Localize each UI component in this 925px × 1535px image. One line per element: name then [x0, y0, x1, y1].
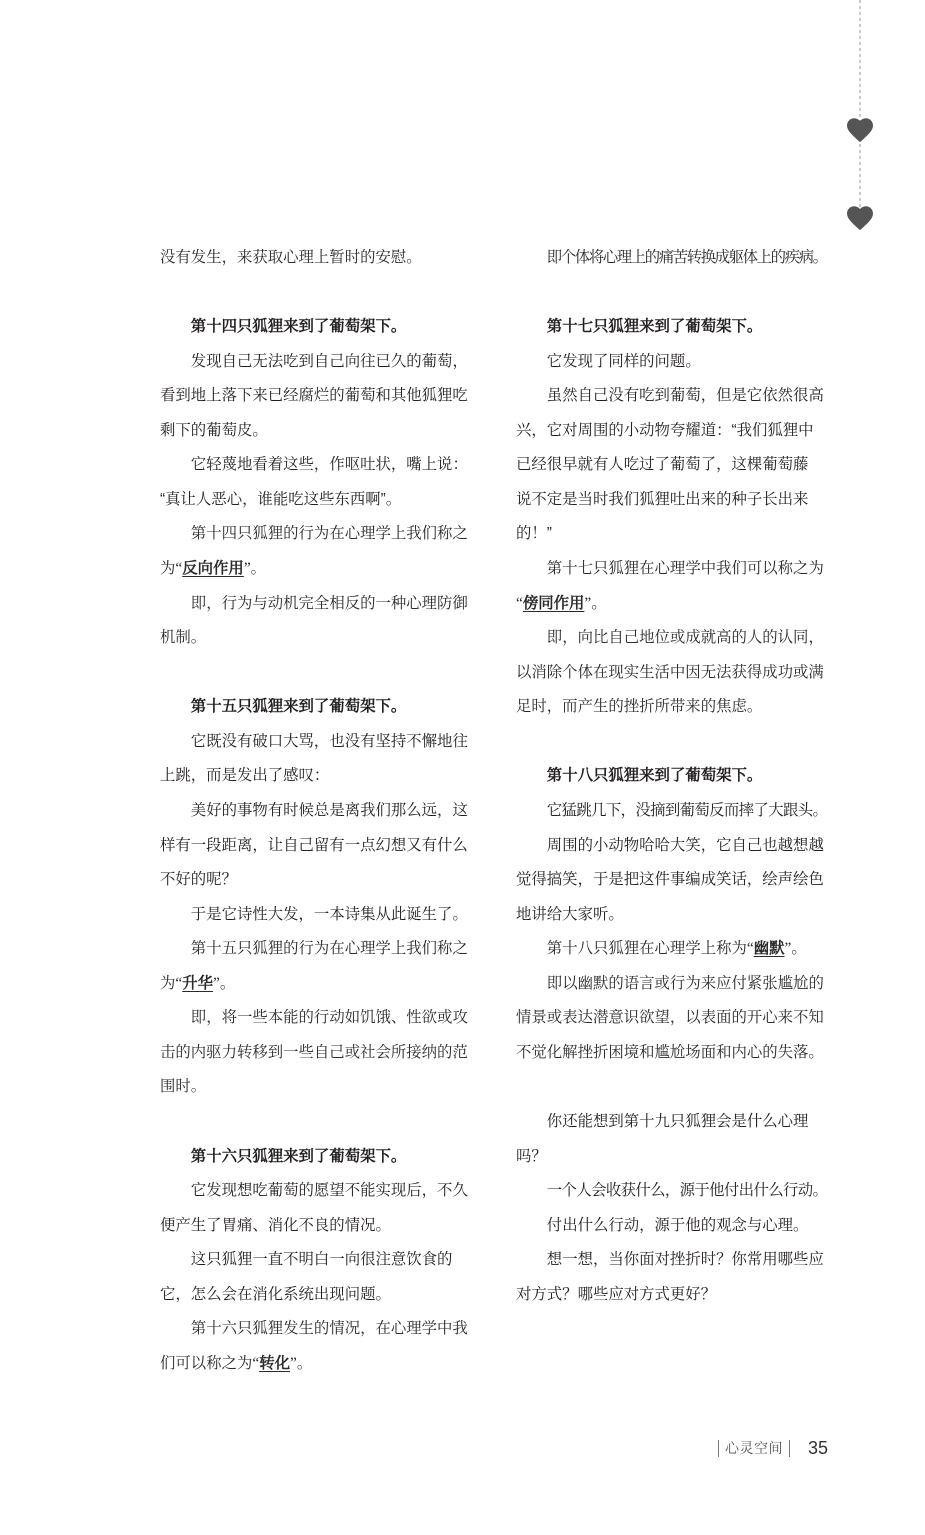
heading-paragraph — [516, 759, 828, 794]
text-line — [160, 552, 472, 587]
text-line: 足时，而产生的挫折所带来的焦虑。 — [516, 698, 763, 716]
body-paragraph — [516, 345, 828, 380]
article-section — [160, 241, 472, 276]
note-paragraph — [516, 552, 828, 621]
article-section — [160, 1140, 472, 1382]
text-line: 你还能想到第十九只狐狸会是什么心理 — [546, 1113, 809, 1131]
text-line: 已经很早就有人吃过了葡萄了，这棵葡萄藤 — [516, 456, 809, 474]
text-line: 第十六只狐狸发生的情况，在心理学中我 — [190, 1320, 468, 1338]
text-line: 虽然自己没有吃到葡萄，但是它依然很高 — [546, 387, 824, 405]
text-line: 以消除个体在现实生活中因无法获得成功或满 — [516, 663, 824, 681]
text-fragment: ”。 — [243, 560, 267, 578]
text-line: 围时。 — [160, 1078, 207, 1096]
text-line: “真让人恶心，谁能吃这些东西啊”。 — [160, 490, 402, 508]
text-fragment: ”。 — [584, 594, 607, 612]
note-paragraph — [160, 241, 472, 276]
heading-paragraph — [516, 310, 828, 345]
text-fragment: 们可以称之为“ — [160, 1354, 260, 1372]
body-paragraph — [160, 794, 472, 898]
article-section — [516, 1105, 828, 1312]
footer-divider — [718, 1440, 719, 1457]
body-paragraph — [516, 1174, 828, 1209]
article-section — [160, 690, 472, 1105]
text-fragment: ”。 — [213, 974, 236, 992]
text-line — [516, 932, 828, 967]
text-line: 付出什么行动，源于他的观念与心理。 — [546, 1216, 809, 1234]
heart-icon — [847, 206, 873, 230]
text-line: 情景或表达潜意识欲望，以表面的开心来不知 — [516, 1009, 824, 1027]
body-paragraph — [516, 379, 828, 552]
text-line: 便产生了胃痛、消化不良的情况。 — [160, 1216, 391, 1234]
text-line: 对方式？哪些应对方式更好？ — [516, 1285, 717, 1303]
heading-paragraph — [160, 310, 472, 345]
text-fragment: “ — [516, 594, 523, 612]
text-line: 地讲给大家听。 — [516, 905, 624, 923]
text-line — [516, 587, 828, 622]
body-paragraph — [160, 898, 472, 933]
left-column — [160, 241, 472, 1382]
body-paragraph — [516, 1243, 828, 1312]
psychology-term: 傍同作用 — [522, 594, 585, 612]
text-line: 看到地上落下来已经腐烂的葡萄和其他狐狸吃 — [160, 387, 468, 405]
text-line: 它发现了同样的问题。 — [546, 352, 701, 370]
text-line: 它发现想吃葡萄的愿望不能实现后，不久 — [190, 1182, 468, 1200]
text-line: 周围的小动物哈哈大笑，它自己也越想越 — [546, 836, 824, 854]
note-paragraph — [516, 967, 828, 1071]
body-paragraph — [160, 725, 472, 794]
text-fragment: 为“ — [160, 974, 183, 992]
text-line: 觉得搞笑，于是把这件事编成笑话，绘声绘色 — [516, 871, 824, 889]
text-line: 想一想，当你面对挫折时？你常用哪些应 — [546, 1251, 824, 1269]
text-line: 第十七只狐狸来到了葡萄架下。 — [546, 318, 763, 336]
text-line: 没有发生，来获取心理上暂时的安慰。 — [160, 249, 422, 266]
text-line: 一个人会收获什么，源于他付出什么行动。 — [546, 1182, 828, 1200]
psychology-term: 升华 — [182, 974, 214, 992]
text-line: 说不定是当时我们狐狸吐出来的种子长出来 — [516, 490, 809, 508]
text-line: 的！” — [516, 525, 552, 543]
heading-paragraph — [160, 690, 472, 725]
heart-icon — [847, 118, 873, 142]
note-paragraph — [160, 932, 472, 1001]
psychology-term: 转化 — [259, 1354, 290, 1372]
footer-section-name: 心灵空间 — [725, 1440, 783, 1456]
text-line: 第十六只狐狸来到了葡萄架下。 — [190, 1147, 407, 1165]
text-line: 第十八只狐狸来到了葡萄架下。 — [546, 767, 763, 785]
note-paragraph — [160, 1312, 472, 1381]
article-section — [516, 759, 828, 1070]
side-decoration — [840, 0, 880, 250]
text-line: 发现自己无法吃到自己向往已久的葡萄， — [190, 352, 468, 370]
text-line: 于是它诗性大发，一本诗集从此诞生了。 — [190, 905, 468, 923]
text-line: 不好的呢？ — [160, 871, 237, 889]
text-line: 不觉化解挫折困境和尴尬场面和内心的失落。 — [516, 1043, 824, 1061]
text-fragment: ”。 — [784, 940, 807, 958]
text-fragment: 第十八只狐狸在心理学上称为“ — [546, 940, 754, 958]
text-line: 剩下的葡萄皮。 — [160, 421, 268, 439]
text-line: 吗？ — [516, 1147, 547, 1165]
text-line: 它猛跳几下，没摘到葡萄反而摔了大跟头。 — [546, 801, 828, 819]
note-paragraph — [160, 517, 472, 586]
text-fragment: ”。 — [289, 1354, 313, 1372]
text-line: 第十五只狐狸来到了葡萄架下。 — [190, 698, 407, 716]
text-line: 即，将一些本能的行动如饥饿、性欲或攻 — [190, 1009, 468, 1027]
text-line: 即，行为与动机完全相反的一种心理防御 — [190, 594, 468, 612]
text-line: 它，怎么会在消化系统出现问题。 — [160, 1285, 391, 1303]
page-number: 35 — [808, 1437, 829, 1458]
article-section — [160, 310, 472, 656]
text-line: 即以幽默的语言或行为来应付紧张尴尬的 — [546, 974, 824, 992]
body-paragraph — [516, 1105, 828, 1174]
right-column — [516, 241, 828, 1312]
note-paragraph — [516, 932, 828, 967]
body-paragraph — [516, 829, 828, 933]
heading-paragraph — [160, 1140, 472, 1175]
psychology-term: 反向作用 — [182, 560, 244, 578]
text-line: 即个体将心理上的痛苦转换成躯体上的疾病。 — [546, 249, 827, 266]
text-line: 第十四只狐狸来到了葡萄架下。 — [190, 318, 407, 336]
text-line — [160, 1347, 472, 1382]
text-line: 兴，它对周围的小动物夸耀道：“我们狐狸中 — [516, 421, 814, 439]
note-paragraph — [160, 1001, 472, 1105]
note-paragraph — [516, 621, 828, 725]
note-paragraph — [160, 587, 472, 656]
text-line: 即，向比自己地位或成就高的人的认同， — [546, 629, 824, 647]
text-line: 第十七只狐狸在心理学中我们可以称之为 — [546, 560, 824, 578]
text-line: 击的内驱力转移到一些自己或社会所接纳的范 — [160, 1043, 468, 1061]
text-line: 样有一段距离，让自己留有一点幻想又有什么 — [160, 836, 468, 854]
text-line: 它轻蔑地看着这些，作呕吐状，嘴上说： — [190, 456, 468, 474]
article-section — [516, 241, 828, 276]
text-fragment: 为“ — [160, 560, 183, 578]
note-paragraph — [516, 241, 828, 276]
body-paragraph — [160, 448, 472, 517]
text-line: 美好的事物有时候总是离我们那么远，这 — [190, 801, 468, 819]
text-line: 第十四只狐狸的行为在心理学上我们称之 — [190, 525, 468, 543]
body-paragraph — [516, 794, 828, 829]
text-line: 这只狐狸一直不明白一向很注意饮食的 — [190, 1251, 453, 1269]
body-paragraph — [160, 345, 472, 449]
text-line: 上跳，而是发出了感叹： — [160, 767, 330, 785]
article-section — [516, 310, 828, 725]
text-line: 它既没有破口大骂，也没有坚持不懈地往 — [190, 732, 468, 750]
psychology-term: 幽默 — [753, 940, 785, 958]
text-line: 第十五只狐狸的行为在心理学上我们称之 — [190, 940, 468, 958]
text-line: 机制。 — [160, 629, 207, 647]
footer-divider — [789, 1440, 790, 1457]
body-paragraph — [516, 1209, 828, 1244]
body-paragraph — [160, 1243, 472, 1312]
body-paragraph — [160, 1174, 472, 1243]
text-line — [160, 967, 472, 1002]
page-footer — [712, 1436, 828, 1460]
